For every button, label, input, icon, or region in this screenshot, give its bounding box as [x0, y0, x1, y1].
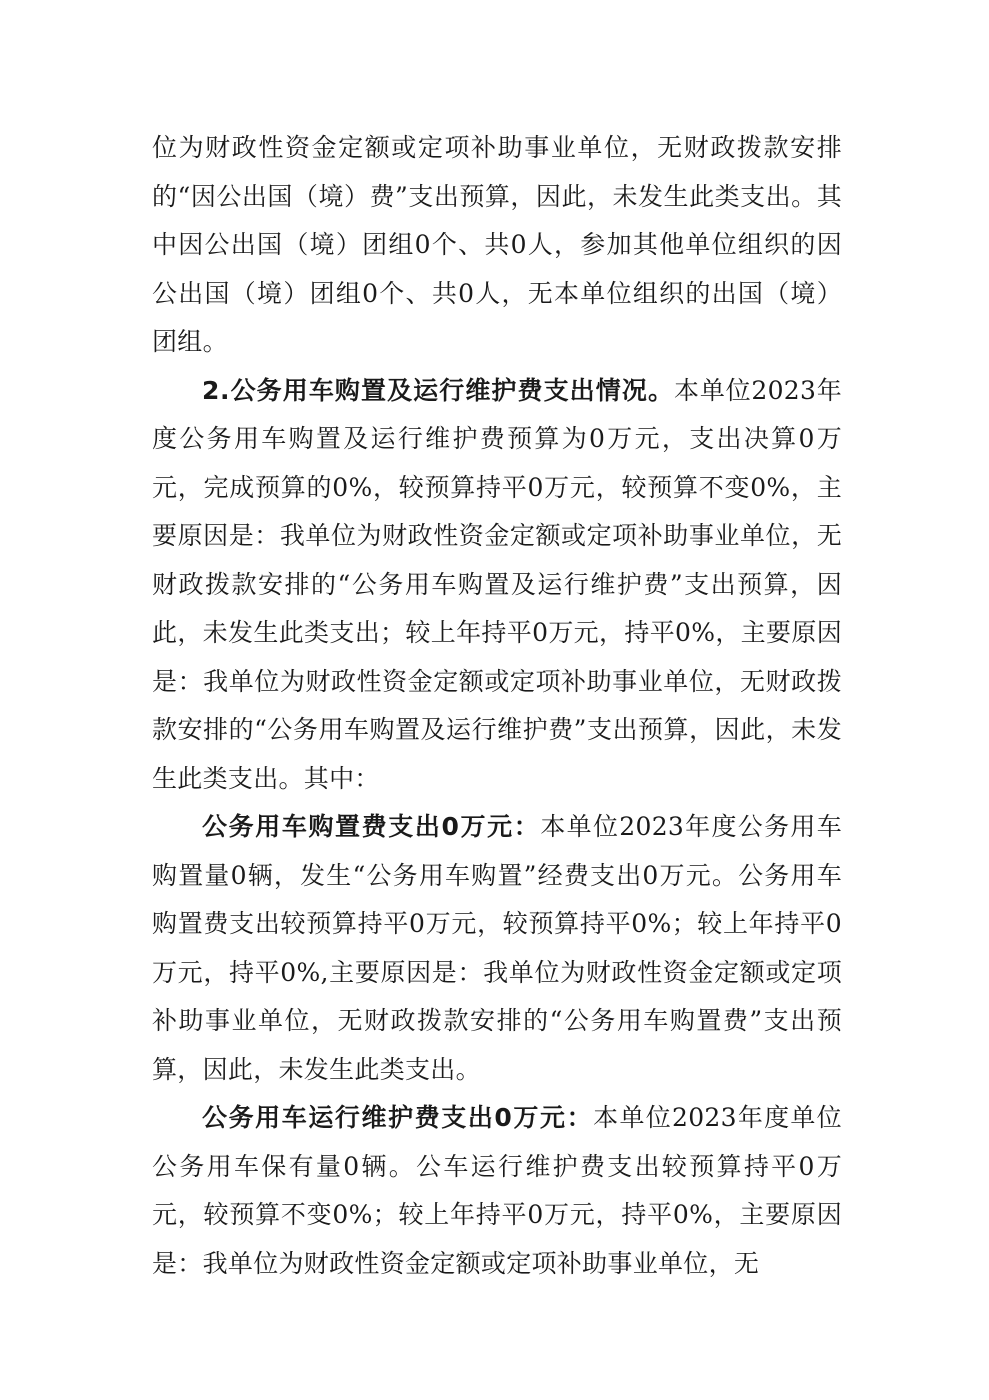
- document-body: [152, 124, 842, 1288]
- paragraph-official-vehicle-summary: [152, 367, 842, 804]
- paragraph-text: 位为财政性资金定额或定项补助事业单位，无财政拨款安排的“因公出国（境）费”支出预算，因此，未发生此类支出。其中因公出国（境）团组0个、共0人，参加其他单位组织的因公出国（境）团组0个、共0人，无本单位组织的出国（境）团组。: [152, 133, 842, 356]
- paragraph-vehicle-maintenance: [152, 1094, 842, 1288]
- paragraph-text: 本单位2023年度公务用车购置量0辆，发生“公务用车购置”经费支出0万元。公务用车购置费支出较预算持平0万元，较预算持平0%；较上年持平0万元，持平0%,主要原因是：我单位为财政性资金定额或定项补助事业单位，无财政拨款安排的“公务用车购置费”支出预算，因此，未发生此类支出。: [152, 812, 842, 1084]
- paragraph-vehicle-purchase: [152, 803, 842, 1094]
- paragraph-overseas-trip-continuation: [152, 124, 842, 367]
- subsection-heading: 公务用车运行维护费支出0万元：: [202, 1103, 594, 1132]
- section-heading: 2.公务用车购置及运行维护费支出情况。: [202, 375, 675, 405]
- subsection-heading: 公务用车购置费支出0万元：: [202, 812, 541, 841]
- paragraph-text: 本单位2023年度单位公务用车保有量0辆。公车运行维护费支出较预算持平0万元，较预算不变0%；较上年持平0万元，持平0%，主要原因是：我单位为财政性资金定额或定项补助事业单位，无: [152, 1103, 842, 1278]
- paragraph-text: 本单位2023年度公务用车购置及运行维护费预算为0万元，支出决算0万元，完成预算的0%，较预算持平0万元，较预算不变0%，主要原因是：我单位为财政性资金定额或定项补助事业单位，无财政拨款安排的“公务用车购置及运行维护费”支出预算，因此，未发生此类支出；较上年持平0万元，持平0%，主要原因是：我单位为财政性资金定额或定项补助事业单位，无财政拨款安排的“公务用车购置及运行维护费”支出预算，因此，未发生此类支出。其中：: [152, 375, 842, 793]
